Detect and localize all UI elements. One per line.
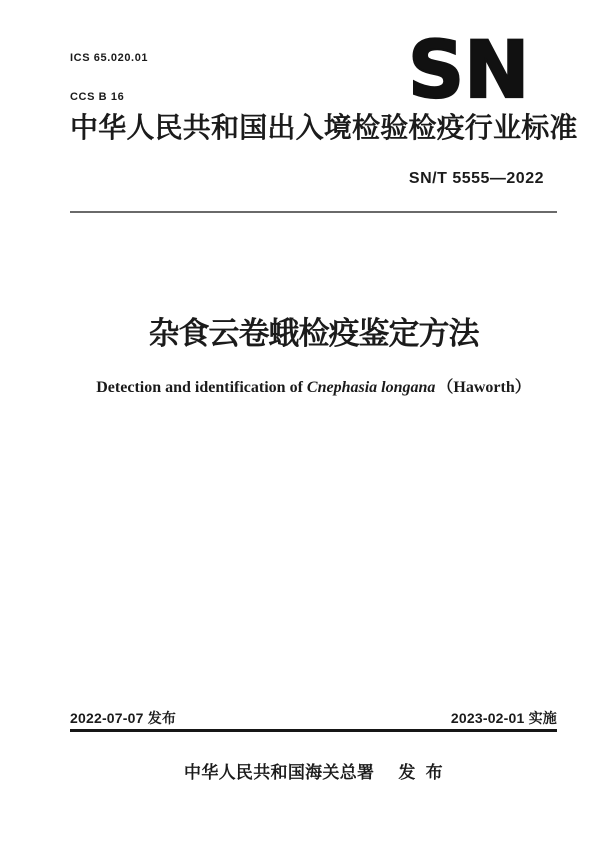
species-name-italic: Cnephasia longana bbox=[306, 379, 436, 396]
title-en-prefix: Detection and identification of bbox=[96, 379, 307, 396]
sn-logo: SN bbox=[408, 26, 530, 116]
issue-date: 2022-07-07 发布 bbox=[70, 710, 177, 726]
publisher-name: 中华人民共和国海关总署 bbox=[184, 763, 375, 782]
standard-number: SN/T 5555—2022 bbox=[408, 170, 544, 187]
header-rule bbox=[70, 211, 557, 213]
document-title-en bbox=[57, 378, 570, 397]
ccs-code: CCS B 16 bbox=[70, 90, 125, 103]
document-title-zh: 杂食云卷蛾检疫鉴定方法 bbox=[148, 316, 479, 351]
ics-code: ICS 65.020.01 bbox=[70, 51, 149, 64]
title-en-suffix: （Haworth） bbox=[437, 379, 531, 396]
standard-category-title: 中华人民共和国出入境检验检疫行业标准 bbox=[70, 112, 578, 143]
publish-action-label: 发 布 bbox=[398, 763, 443, 782]
footer-rule bbox=[70, 729, 557, 732]
publisher-line bbox=[70, 758, 557, 783]
implementation-date: 2023-02-01 实施 bbox=[450, 710, 557, 726]
